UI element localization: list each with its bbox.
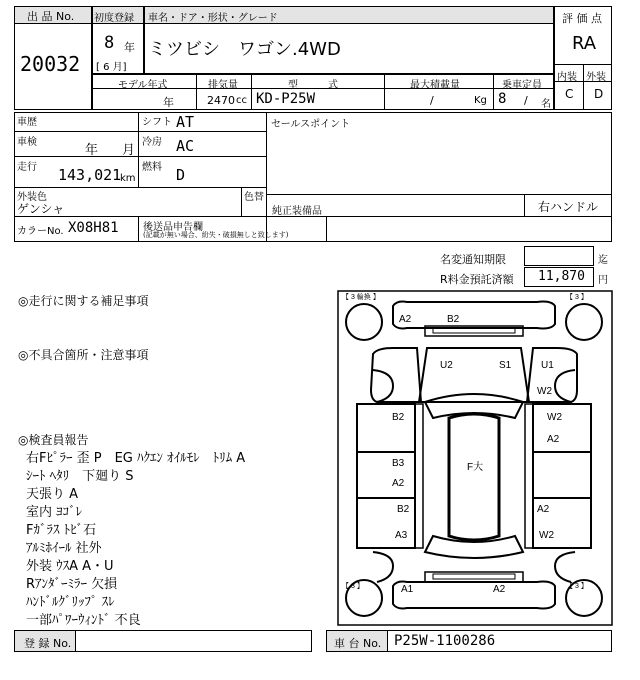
mark-rear-bumper-left: A1 (401, 584, 414, 595)
mark-roof: F大 (467, 462, 484, 473)
interior-score: C (565, 87, 574, 101)
first-reg-month: [ 6 月] (96, 62, 127, 73)
genuine-equipment-label: 純正装備品 (272, 206, 322, 217)
exterior-color: ゲンシャ (17, 202, 65, 216)
shift: AT (176, 113, 195, 131)
score-label: 評 価 点 (562, 12, 602, 25)
name-change-label: 名変通知期限 (440, 253, 506, 266)
displacement-label: 排気量 (208, 80, 238, 91)
details-col-2 (266, 112, 267, 242)
interior-label: 内装 (557, 72, 577, 83)
mark-front-fender-right-top: U1 (541, 360, 554, 371)
wheel-bl (346, 580, 382, 616)
wheel-label-tr: 【 3 】 (566, 294, 588, 301)
details-col-1 (138, 112, 139, 188)
color-no-label: カラーNo. (17, 226, 64, 237)
capacity-unit: 名 (541, 99, 551, 110)
mark-rear-door-left-bottom: A2 (392, 478, 405, 489)
rear-bumper (393, 582, 555, 609)
shift-label: シフト (142, 117, 172, 128)
mark-rear-quarter-left-bottom: A3 (395, 530, 408, 541)
mark-front-bumper-left: A2 (399, 314, 412, 325)
type-label: 型 式 (288, 80, 338, 91)
mark-hood-left: U2 (440, 360, 453, 371)
driving-notes-label: ◎走行に関する補足事項 (18, 294, 149, 308)
mark-rear-door-left-top: B3 (392, 458, 405, 469)
aftermarket-label: 後送品申告欄 (143, 222, 203, 233)
inspector-line-7: 外装 ｳｽA A・U (26, 559, 114, 574)
recycle-unit: 円 (598, 275, 608, 286)
lot-number: 20032 (20, 52, 81, 76)
aftermarket-sep (326, 216, 327, 242)
mileage-unit: km (120, 173, 136, 184)
sales-point-label: セールスポイント (271, 119, 351, 130)
color-no: X08H81 (68, 220, 119, 236)
spec-sep-1 (196, 74, 197, 110)
steering: 右ハンドル (538, 200, 599, 214)
front-door-left (357, 404, 415, 452)
fuel-label: 燃料 (142, 162, 162, 173)
name-change-box (524, 246, 594, 266)
exterior-label: 外装 (586, 72, 606, 83)
front-fender-left (371, 348, 421, 402)
mark-rear-bumper-right: A2 (493, 584, 506, 595)
chassis-label: 車 台 No. (334, 637, 382, 650)
front-bumper (393, 302, 555, 329)
model-year-unit: 年 (163, 96, 174, 109)
max-load-unit: Kg (474, 95, 487, 106)
mark-front-door-right-top: W2 (547, 412, 562, 423)
max-load-label: 最大積載量 (410, 80, 460, 91)
max-load: / (430, 94, 434, 107)
first-reg-year: 8 (104, 33, 115, 53)
color-change-label: 色替 (244, 192, 264, 203)
chassis-no: P25W-1100286 (394, 633, 496, 649)
ac: AC (176, 137, 195, 155)
wheel-label-bl: 【 3 】 (342, 583, 364, 590)
inspector-line-8: Rｱﾝﾀﾞｰﾐﾗｰ 欠損 (26, 577, 118, 592)
mark-front-bumper-right: B2 (447, 314, 460, 325)
displacement: 2470 (207, 94, 235, 107)
aftermarket-note: (記載が無い場合、紛失・破損無しと致します) (143, 231, 289, 239)
displacement-unit: cc (236, 95, 247, 106)
spec-sep-3 (384, 74, 385, 110)
mileage-label: 走行 (17, 162, 37, 173)
roof (449, 414, 499, 540)
score-mid-divider (583, 64, 584, 110)
inspection-label: 車検 (17, 137, 37, 148)
mark-front-door-left: B2 (392, 412, 405, 423)
spec-sep-2 (251, 74, 252, 110)
name-change-unit: 迄 (598, 255, 608, 266)
inspector-line-3: 天張り A (26, 487, 79, 502)
wheel-tr (566, 304, 602, 340)
exterior-color-label: 外装色 (17, 192, 47, 203)
details-row-2 (14, 156, 266, 157)
rear-door-right (533, 452, 591, 498)
steering-sep (524, 194, 525, 216)
mark-hood-right: S1 (499, 360, 512, 371)
sales-bottom (266, 194, 612, 195)
front-door-right (533, 404, 591, 452)
inspector-label: ◎検査員報告 (18, 433, 89, 447)
type-value: KD-P25W (256, 91, 316, 107)
mileage: 143,021 (58, 166, 122, 184)
first-reg-year-unit: 年 (124, 41, 135, 54)
recycle-amount: 11,870 (538, 269, 585, 284)
capacity: 8 (498, 91, 507, 107)
inspector-line-5: Fｶﾞﾗｽ ﾄﾋﾞ石 (26, 523, 97, 538)
car-name: ミツビシ ワゴン.4WD (148, 39, 341, 60)
inspector-line-6: ｱﾙﾐﾎｲｰﾙ 社外 (26, 541, 102, 556)
capacity-label: 乗車定員 (502, 80, 542, 91)
inspector-line-1: 右Fﾋﾟﾗｰ 歪 P EG ﾊｸｴﾝ ｵｲﾙﾓﾚ ﾄﾘﾑ A (26, 451, 246, 466)
inspector-line-9: ﾊﾝﾄﾞﾙｸﾞﾘｯﾌﾟ ｽﾚ (26, 595, 115, 610)
inspector-line-10: 一部ﾊﾟﾜｰｳｨﾝﾄﾞ 不良 (26, 613, 141, 628)
mark-rear-quarter-left-top: B2 (397, 504, 410, 515)
wheel-label-tl: 【 3 輪換 】 (342, 294, 380, 301)
color-change-sep (241, 187, 242, 216)
details-row-1 (14, 131, 266, 132)
spec-sep-4 (493, 74, 494, 110)
inspection-month: 月 (122, 143, 136, 158)
wheel-label-br: 【 3 】 (566, 583, 588, 590)
mark-rear-quarter-right-bottom: W2 (539, 530, 554, 541)
rear-door-left (357, 452, 415, 498)
defects-label: ◎不具合箇所・注意事項 (18, 348, 149, 362)
exterior-score: D (594, 87, 604, 101)
mark-front-door-right-bottom: A2 (547, 434, 560, 445)
inspection-year: 年 (85, 143, 99, 158)
capacity-sep: / (524, 94, 528, 107)
car-diagram (337, 290, 613, 626)
reg-no-label: 登 録 No. (24, 637, 72, 650)
first-reg-label: 初度登録 (94, 13, 134, 24)
inspector-line-2: ｼｰﾄ ﾍﾀﾘ 下廻り S (26, 469, 134, 484)
mark-rear-quarter-right-top: A2 (537, 504, 550, 515)
details-row-3 (14, 187, 266, 188)
mark-front-fender-right-bottom: W2 (537, 386, 552, 397)
inspector-line-4: 室内 ﾖｺﾞﾚ (26, 505, 83, 520)
name-label: 車名・ドア・形状・グレード (148, 13, 278, 24)
fuel: D (176, 166, 186, 184)
score: RA (572, 33, 597, 54)
model-year-label: モデル年式 (118, 80, 168, 91)
lot-label: 出 品 No. (27, 10, 75, 23)
recycle-label: R料金預託済額 (440, 273, 514, 286)
front-fender-right (527, 348, 577, 402)
ac-label: 冷房 (142, 137, 162, 148)
color-no-sep (138, 216, 139, 242)
history-label: 車歴 (17, 117, 37, 128)
wheel-tl (346, 304, 382, 340)
